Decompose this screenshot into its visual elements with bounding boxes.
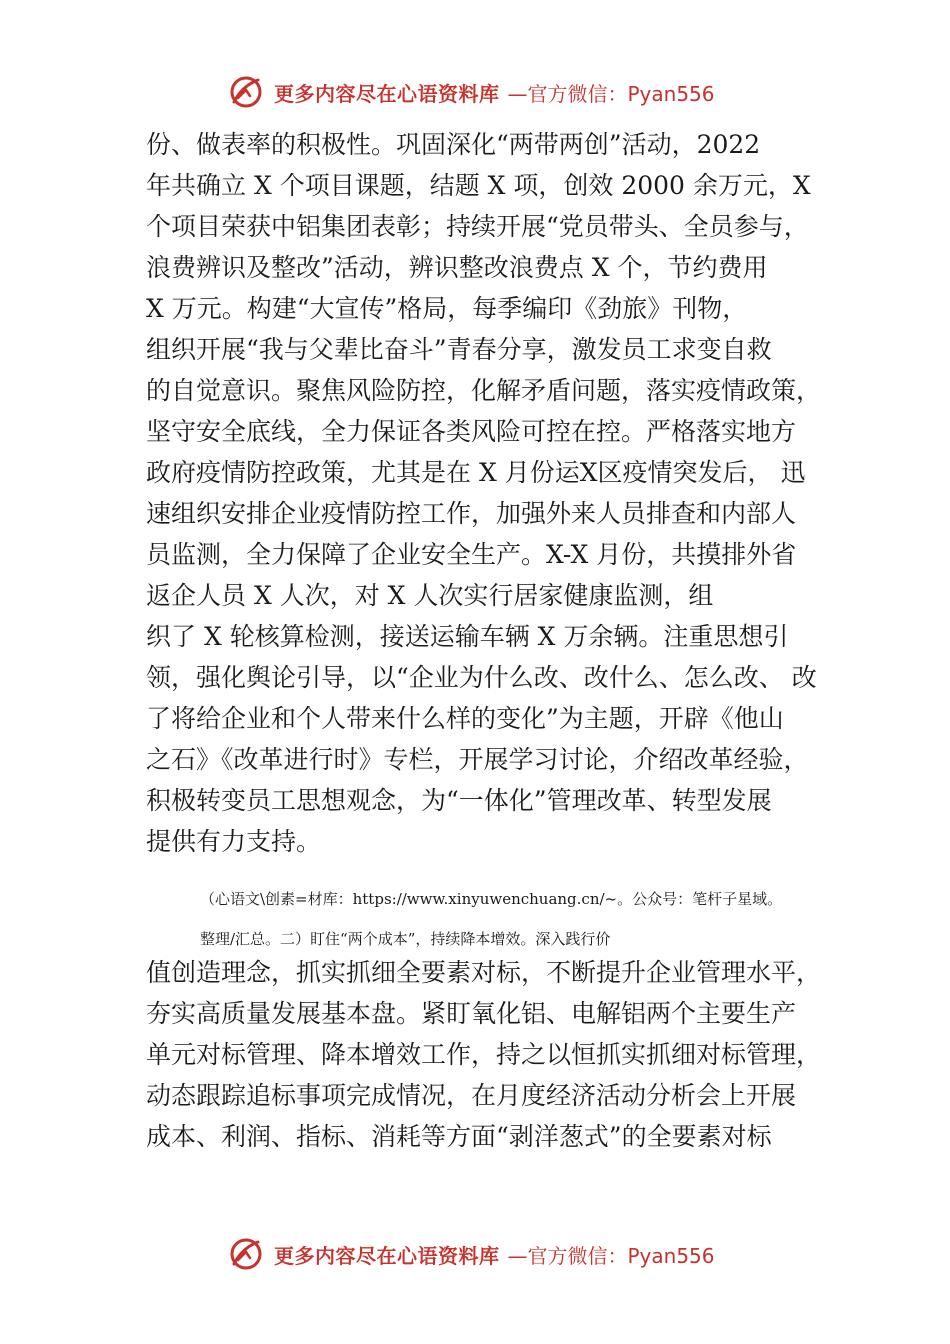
- body-line-3: 个项目荣获中铝集团表彰；持续开展“党员带头、全员参与，: [146, 212, 809, 241]
- body-line-4: 浪费辨识及整改”活动，辨识整改浪费点 X 个，节约费用: [146, 253, 768, 282]
- source-note-line-1: （心语文\创素=材库：https://www.xinyuwenchuang.cn/~。公众号：笔杆子星域。: [200, 890, 783, 908]
- body-line-12: 返企人员 X 人次，对 X 人次实行居家健康监测，组: [146, 581, 714, 610]
- body-line-16: 之石》《改革进行时》专栏，开展学习讨论，介绍改革经验，: [146, 745, 809, 774]
- brand-logo-icon: [226, 72, 266, 112]
- body-line-b-4: 动态跟踪追标事项完成情况，在月度经济活动分析会上开展: [146, 1081, 797, 1110]
- body-line-18: 提供有力支持。: [146, 827, 322, 856]
- body-line-b-5: 成本、利润、指标、消耗等方面“剥洋葱式”的全要素对标: [146, 1122, 772, 1151]
- body-line-9: 政府疫情防控政策，尤其是在 X 月份运X区疫情突发后， 迅: [146, 458, 806, 487]
- body-line-2: 年共确立 X 个项目课题，结题 X 项，创效 2000 余万元，X: [146, 171, 811, 200]
- body-line-6: 组织开展“我与父辈比奋斗”青春分享，激发员工求变自救: [146, 335, 772, 364]
- body-line-13: 织了 X 轮核算检测，接送运输车辆 X 万余辆。注重思想引: [146, 622, 789, 651]
- body-line-17: 积极转变员工思想观念，为“一体化”管理改革、转型发展: [146, 786, 772, 815]
- body-line-11: 员监测，全力保障了企业安全生产。X-X 月份，共摸排外省: [146, 540, 797, 569]
- brand-logo-icon: [226, 1234, 266, 1274]
- watermark-banner-bottom: [226, 1234, 715, 1274]
- body-line-b-3: 单元对标管理、降本增效工作，持之以恒抓实抓细对标管理，: [146, 1040, 822, 1069]
- body-line-7: 的自觉意识。聚焦风险防控，化解矛盾问题，落实疫情政策，: [146, 376, 822, 405]
- body-line-1: 份、做表率的积极性。巩固深化“两带两创”活动，2022: [146, 130, 761, 159]
- body-line-b-1: 值创造理念，抓实抓细全要素对标，不断提升企业管理水平，: [146, 958, 822, 987]
- body-line-5: X 万元。构建“大宣传”格局，每季编印《劲旅》刊物，: [146, 294, 748, 323]
- body-line-8: 坚守安全底线，全力保证各类风险可控在控。严格落实地方: [146, 417, 797, 446]
- watermark-banner-top: [226, 72, 715, 112]
- body-line-10: 速组织安排企业疫情防控工作，加强外来人员排查和内部人: [146, 499, 797, 528]
- watermark-contact: —官方微信：Pyan556: [507, 81, 715, 106]
- source-note-line-2: 整理/汇总。二）盯住“两个成本”，持续降本增效。深入践行价: [200, 930, 611, 948]
- body-line-15: 了将给企业和个人带来什么样的变化”为主题，开辟《他山: [146, 704, 784, 733]
- body-line-14: 领，强化舆论引导，以“企业为什么改、改什么、怎么改、 改: [146, 663, 817, 692]
- watermark-contact: —官方微信：Pyan556: [507, 1243, 715, 1268]
- body-line-b-2: 夯实高质量发展基本盘。紧盯氧化铝、电解铝两个主要生产: [146, 999, 797, 1028]
- watermark-text: 更多内容尽在心语资料库: [274, 1243, 500, 1268]
- watermark-text: 更多内容尽在心语资料库: [274, 81, 500, 106]
